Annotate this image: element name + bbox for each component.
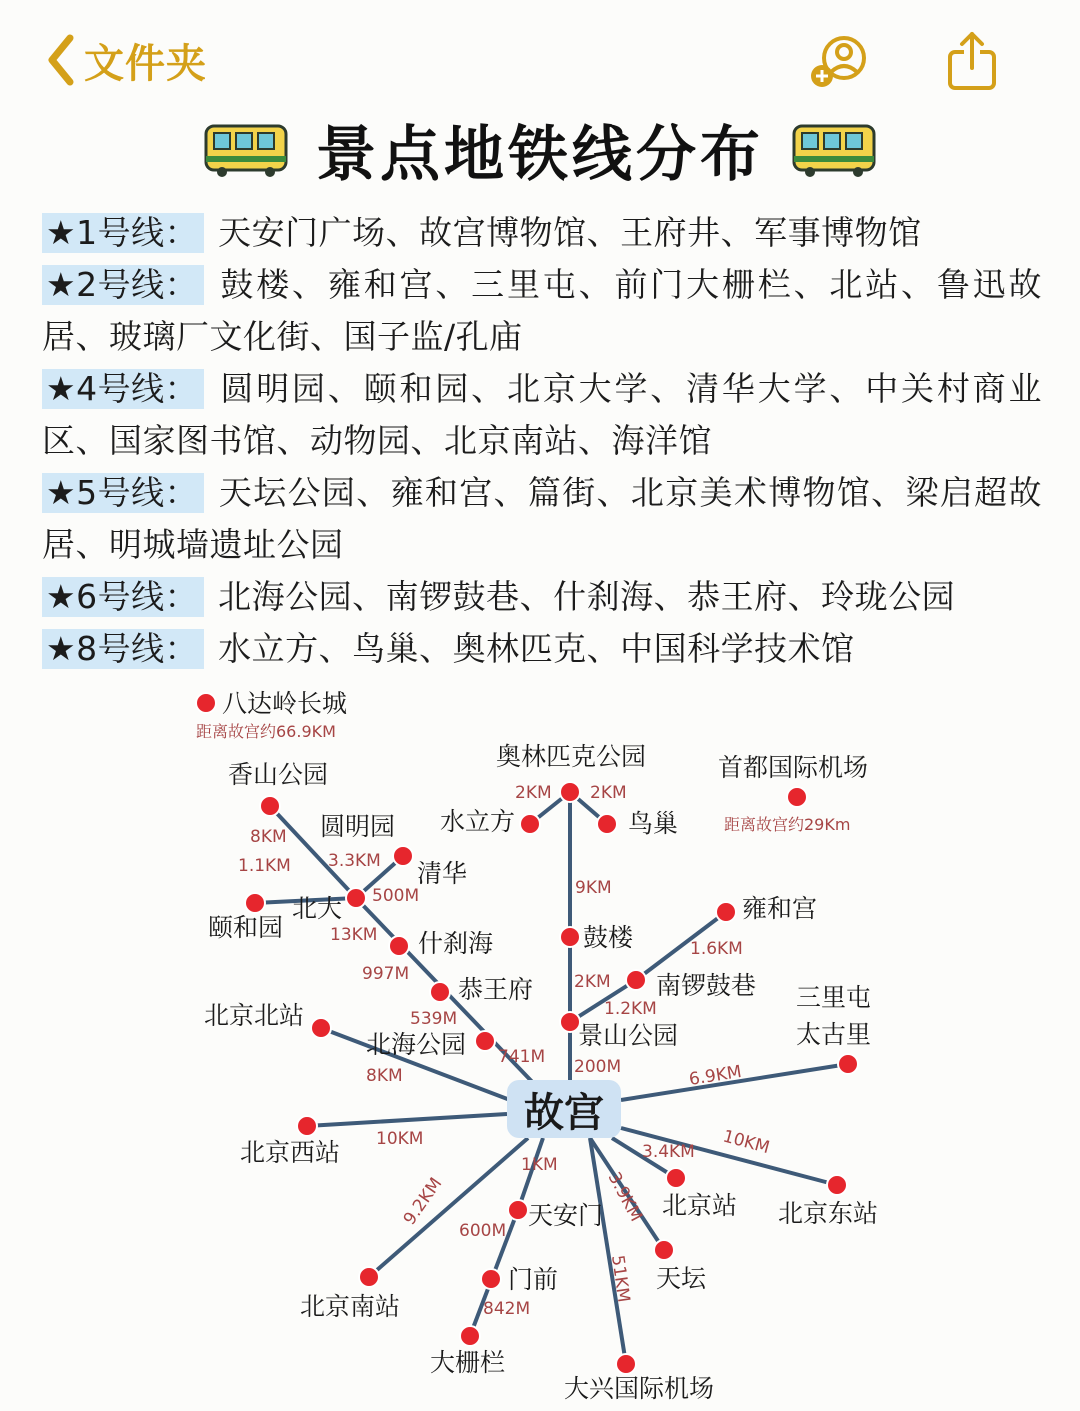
distance-label: 600M bbox=[459, 1221, 507, 1241]
node-gulou[interactable] bbox=[560, 927, 580, 947]
label-yonghegong: 雍和宫 bbox=[742, 894, 818, 923]
label-beida: 北大 bbox=[292, 894, 343, 923]
line-label: ★8号线： bbox=[42, 629, 204, 669]
label-niaochao: 鸟巢 bbox=[628, 809, 679, 838]
label-airport: 首都国际机场 bbox=[718, 753, 869, 782]
connection-line bbox=[369, 1138, 528, 1277]
distance-label: 1.6KM bbox=[690, 939, 743, 959]
distance-label: 6.9KM bbox=[687, 1061, 743, 1090]
label-tiantan: 天坛 bbox=[656, 1264, 707, 1293]
label-gulou: 鼓楼 bbox=[583, 923, 634, 952]
distance-label: 200M bbox=[574, 1057, 622, 1077]
distance-label: 9KM bbox=[575, 878, 612, 898]
node-yonghegong[interactable] bbox=[716, 902, 736, 922]
distance-label: 3.3KM bbox=[328, 851, 381, 871]
label-gongwangfu: 恭王府 bbox=[458, 975, 534, 1004]
distance-label: 1KM bbox=[521, 1155, 558, 1175]
node-tiananmen[interactable] bbox=[508, 1200, 528, 1220]
distance-label: 51KM bbox=[607, 1253, 634, 1304]
node-badaling[interactable] bbox=[196, 693, 216, 713]
label-daxing: 大兴国际机场 bbox=[564, 1374, 715, 1403]
line-label: ★2号线： bbox=[42, 265, 204, 305]
label-olympic: 奥林匹克公园 bbox=[496, 742, 647, 771]
line-label: ★1号线： bbox=[42, 213, 204, 253]
connection-line bbox=[307, 1114, 507, 1126]
label-beijingdong: 北京东站 bbox=[778, 1199, 879, 1228]
node-niaochao[interactable] bbox=[597, 814, 617, 834]
distance-label: 1.2KM bbox=[604, 999, 657, 1019]
distance-label: 2KM bbox=[515, 783, 552, 803]
note-badaling: 距离故宫约66.9KM bbox=[196, 722, 336, 741]
node-sanlitun[interactable] bbox=[838, 1054, 858, 1074]
distance-label: 9.2KM bbox=[399, 1174, 447, 1229]
distance-label: 842M bbox=[483, 1299, 531, 1319]
distance-label: 3.9KM bbox=[603, 1168, 647, 1226]
page-title: 景点地铁线分布 bbox=[316, 120, 764, 190]
node-dashilan[interactable] bbox=[460, 1326, 480, 1346]
node-beijingbei[interactable] bbox=[311, 1018, 331, 1038]
node-shichahai[interactable] bbox=[389, 936, 409, 956]
line-stations: 北海公园、南锣鼓巷、什刹海、恭王府、玲珑公园 bbox=[218, 577, 956, 616]
back-label: 文件夹 bbox=[84, 40, 207, 87]
label-xiangshan: 香山公园 bbox=[228, 760, 329, 789]
distance-label: 741M bbox=[498, 1047, 546, 1067]
distance-label: 539M bbox=[410, 1009, 458, 1029]
line-stations: 水立方、鸟巢、奥林匹克、中国科学技术馆 bbox=[218, 629, 855, 668]
node-gongwangfu[interactable] bbox=[430, 982, 450, 1002]
line-stations: 天安门广场、故宫博物馆、王府井、军事博物馆 bbox=[218, 213, 922, 252]
label-sanlitun-1: 三里屯 bbox=[796, 983, 872, 1012]
node-beijingnan[interactable] bbox=[359, 1267, 379, 1287]
node-beijingdong[interactable] bbox=[827, 1175, 847, 1195]
line-label: ★5号线： bbox=[42, 473, 204, 513]
label-beijingxi: 北京西站 bbox=[240, 1138, 341, 1167]
node-beijingxi[interactable] bbox=[297, 1116, 317, 1136]
node-beihai[interactable] bbox=[475, 1031, 495, 1051]
label-yuanmingyuan: 圆明园 bbox=[320, 812, 396, 841]
label-beijingzhan: 北京站 bbox=[662, 1191, 738, 1220]
label-tiananmen: 天安门 bbox=[528, 1201, 604, 1230]
node-shuilifang[interactable] bbox=[520, 814, 540, 834]
distance-label: 10KM bbox=[720, 1126, 772, 1159]
node-jingshan[interactable] bbox=[560, 1012, 580, 1032]
distance-label: 3.4KM bbox=[642, 1142, 695, 1162]
distance-label: 8KM bbox=[366, 1066, 403, 1086]
distance-label: 8KM bbox=[250, 827, 287, 847]
node-nanluo[interactable] bbox=[626, 970, 646, 990]
node-beijingzhan[interactable] bbox=[666, 1168, 686, 1188]
note-airport: 距离故宫约29Km bbox=[724, 815, 851, 834]
line-stations: 鼓楼、雍和宫、三里屯、前门大栅栏、北站、鲁迅故居、玻璃厂文化街、国子监/孔庙 bbox=[42, 265, 1042, 356]
label-shichahai: 什刹海 bbox=[418, 929, 494, 958]
distance-label: 13KM bbox=[330, 925, 378, 945]
node-olympic[interactable] bbox=[560, 782, 580, 802]
distance-label: 2KM bbox=[590, 783, 627, 803]
distance-label: 1.1KM bbox=[238, 856, 291, 876]
node-tiantan[interactable] bbox=[654, 1240, 674, 1260]
map-distance-labels bbox=[238, 783, 772, 1319]
node-daxing[interactable] bbox=[616, 1354, 636, 1374]
label-jingshan: 景山公园 bbox=[578, 1021, 679, 1050]
node-qianmen[interactable] bbox=[481, 1269, 501, 1289]
node-airport[interactable] bbox=[787, 787, 807, 807]
label-yiheyuan: 颐和园 bbox=[208, 913, 284, 942]
node-qinghua[interactable] bbox=[393, 846, 413, 866]
line-stations: 圆明园、颐和园、北京大学、清华大学、中关村商业区、国家图书馆、动物园、北京南站、海洋馆 bbox=[42, 369, 1042, 460]
distance-label: 10KM bbox=[376, 1129, 424, 1149]
label-badaling: 八达岭长城 bbox=[222, 689, 348, 718]
label-sanlitun-2: 太古里 bbox=[796, 1020, 872, 1049]
line-label: ★6号线： bbox=[42, 577, 204, 617]
label-beijingbei: 北京北站 bbox=[204, 1001, 305, 1030]
label-beijingnan: 北京南站 bbox=[300, 1292, 401, 1321]
label-dashilan: 大栅栏 bbox=[430, 1348, 506, 1377]
center-node-gugong[interactable]: 故宫 bbox=[507, 1080, 621, 1138]
distance-label: 500M bbox=[372, 886, 420, 906]
distance-label: 2KM bbox=[574, 972, 611, 992]
label-qinghua: 清华 bbox=[417, 859, 468, 888]
label-shuilifang: 水立方 bbox=[440, 807, 516, 836]
node-xiangshan[interactable] bbox=[260, 796, 280, 816]
label-beihai: 北海公园 bbox=[366, 1030, 467, 1059]
line-label: ★4号线： bbox=[42, 369, 204, 409]
node-yiheyuan[interactable] bbox=[245, 893, 265, 913]
node-beida[interactable] bbox=[346, 888, 366, 908]
label-qianmen: 门前 bbox=[508, 1265, 559, 1294]
line-stations: 天坛公园、雍和宫、篇街、北京美术博物馆、梁启超故居、明城墙遗址公园 bbox=[42, 473, 1042, 564]
distance-label: 997M bbox=[362, 964, 410, 984]
label-nanluo: 南锣鼓巷 bbox=[656, 971, 757, 1000]
